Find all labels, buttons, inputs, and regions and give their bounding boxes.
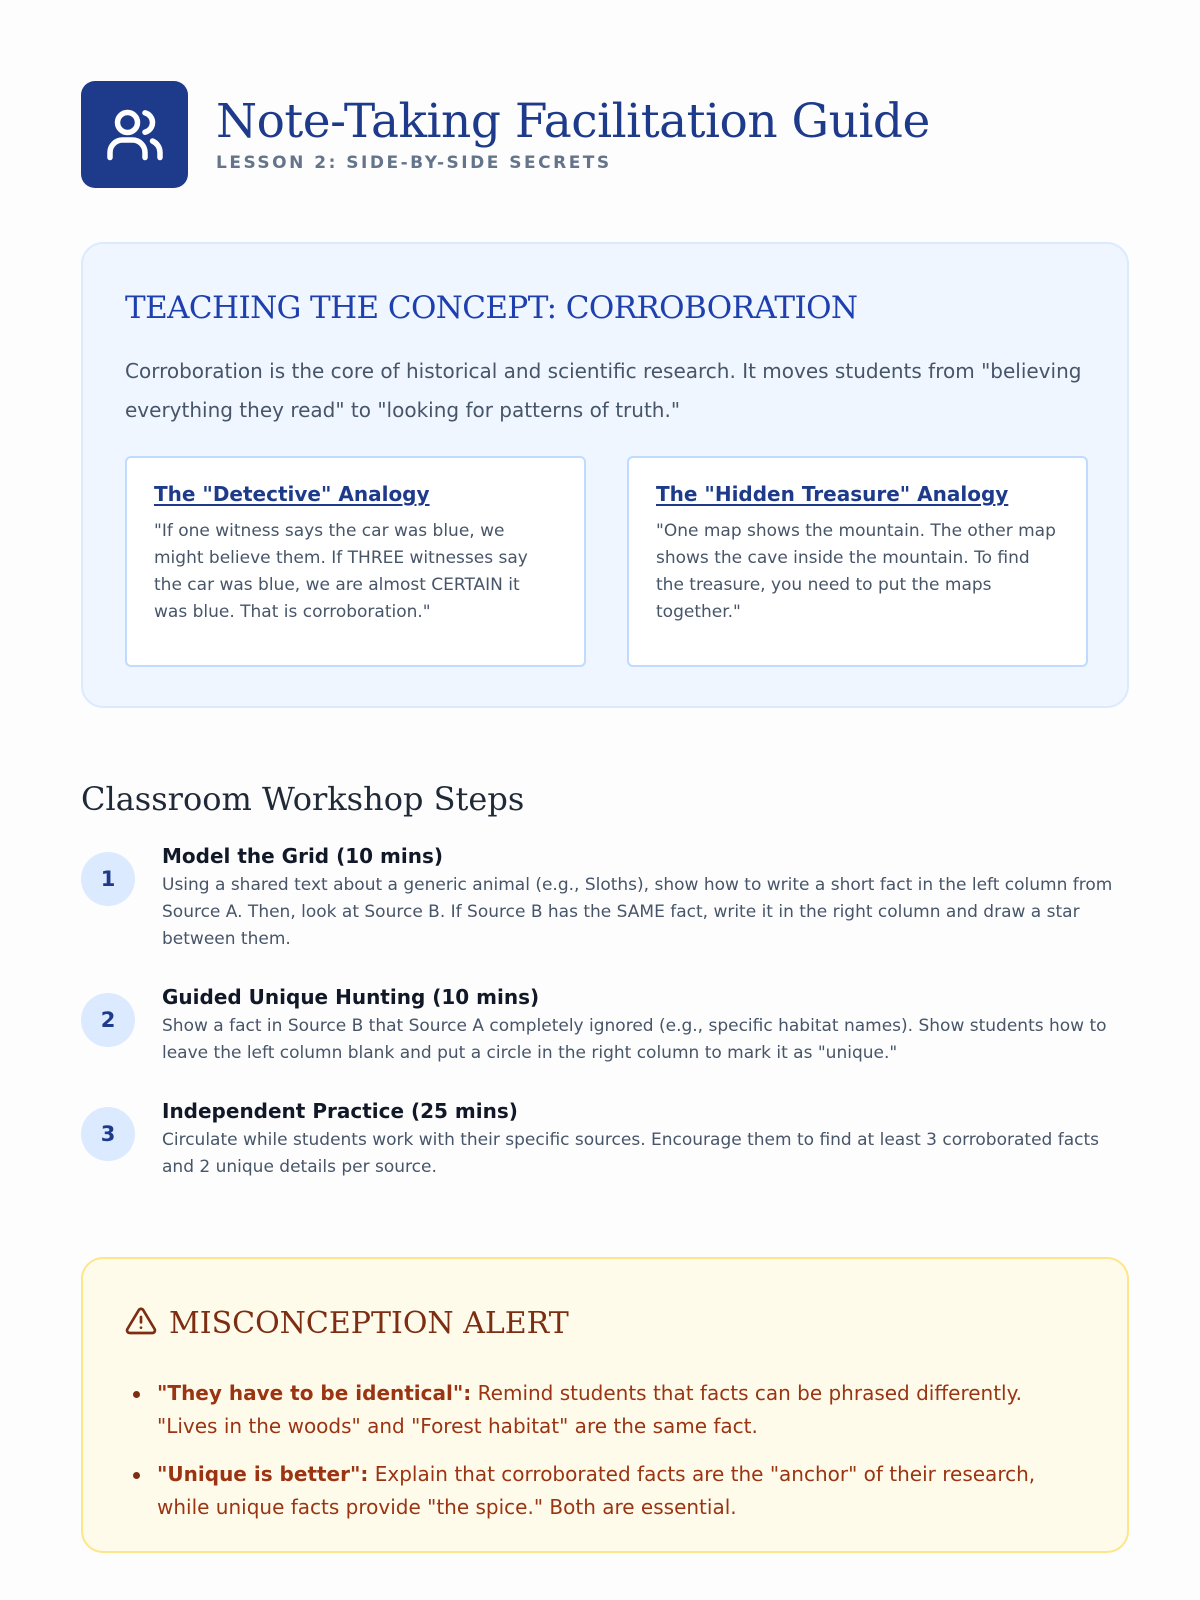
step-text: Show a fact in Source B that Source A completely ignored (e.g., specific habitat names). Show students how to leave the left column blank and put a circle in the right column to mark it as "unique." xyxy=(162,1016,1107,1063)
page-header xyxy=(81,81,930,188)
page-title: Note-Taking Facilitation Guide xyxy=(216,93,930,149)
page-subtitle: LESSON 2: SIDE-BY-SIDE SECRETS xyxy=(216,153,612,174)
detective-analogy-title: The "Detective" Analogy xyxy=(154,482,430,506)
step-text: Using a shared text about a generic animal (e.g., Sloths), show how to write a short fact in the left column from Source A. Then, look at Source B. If Source B has the SAME fact, write it in the right column and draw a star between them. xyxy=(162,875,1113,949)
detective-analogy-card xyxy=(125,456,586,667)
alert-item xyxy=(125,1458,1085,1524)
alert-item-label: "Unique is better": xyxy=(157,1462,369,1486)
step-text: Circulate while students work with their specific sources. Encourage them to find at least 3 corroborated facts and 2 unique details per source. xyxy=(162,1130,1100,1177)
treasure-analogy-title: The "Hidden Treasure" Analogy xyxy=(656,482,1009,506)
alert-item-text: Remind students that facts can be phrased differently. "Lives in the woods" and "Forest habitat" are the same fact. xyxy=(157,1381,1022,1438)
concept-panel xyxy=(81,242,1129,708)
workshop-title: Classroom Workshop Steps xyxy=(81,780,525,818)
step-title: Model the Grid (10 mins) xyxy=(162,844,443,868)
step-number-badge: 2 xyxy=(81,993,135,1047)
alert-item-label: "They have to be identical": xyxy=(157,1381,472,1405)
alert-title: MISCONCEPTION ALERT xyxy=(169,1305,569,1341)
misconception-alert-panel xyxy=(81,1257,1129,1553)
detective-analogy-text: "If one witness says the car was blue, we might believe them. If THREE witnesses say the car was blue, we are almost CERTAIN it was blue. That is corroboration." xyxy=(154,521,528,622)
treasure-analogy-text: "One map shows the mountain. The other map shows the cave inside the mountain. To find the treasure, you need to put the maps together." xyxy=(656,521,1056,622)
step-number-badge: 1 xyxy=(81,852,135,906)
treasure-analogy-card xyxy=(627,456,1088,667)
step-title: Independent Practice (25 mins) xyxy=(162,1099,518,1123)
concept-title: TEACHING THE CONCEPT: CORROBORATION xyxy=(125,290,858,326)
warning-triangle-icon xyxy=(125,1305,157,1341)
concept-intro: Corroboration is the core of historical and scientific research. It moves students from "believing everything they read" to "looking for patterns of truth." xyxy=(125,359,1082,422)
alert-item-text: Explain that corroborated facts are the "anchor" of their research, while unique facts provide "the spice." Both are essential. xyxy=(157,1462,1036,1519)
alert-item xyxy=(125,1377,1085,1443)
step-number-badge: 3 xyxy=(81,1107,135,1161)
alert-list xyxy=(125,1377,1085,1539)
users-icon xyxy=(81,81,188,188)
step-title: Guided Unique Hunting (10 mins) xyxy=(162,985,540,1009)
